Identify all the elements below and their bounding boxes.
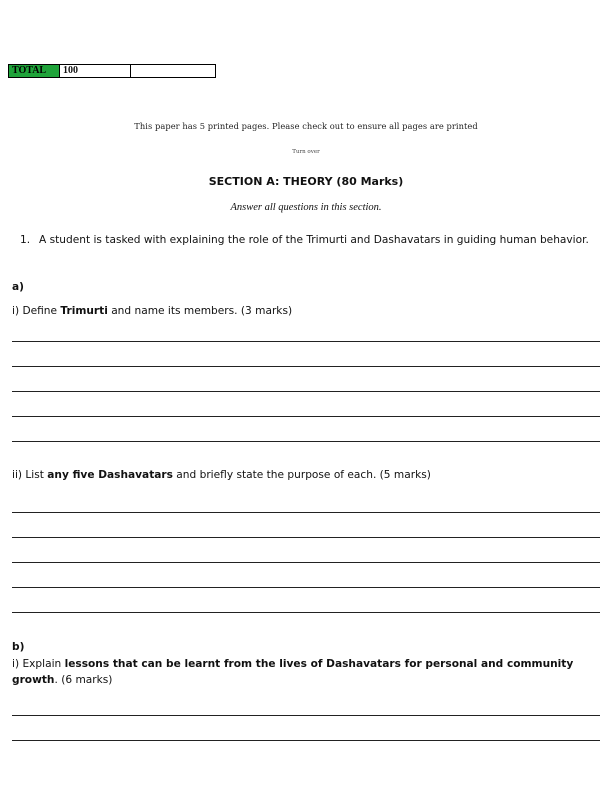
question-a-i <box>12 305 292 317</box>
score-entry-cell[interactable] <box>131 65 216 78</box>
question-a-ii-term: any five Dashavatars <box>47 469 173 481</box>
printed-pages-note: This paper has 5 printed pages. Please check out to ensure all pages are printed <box>134 121 478 131</box>
question-a-i-prefix: i) Define <box>12 305 61 317</box>
question-b-i-prefix: i) Explain <box>12 658 65 670</box>
answer-line-a-ii-5[interactable] <box>12 612 600 613</box>
question-a-ii-prefix: ii) List <box>12 469 48 481</box>
part-b-label: b) <box>12 641 25 653</box>
answer-line-a-i-1[interactable] <box>12 341 600 342</box>
question-b-i <box>12 656 588 688</box>
answer-line-a-ii-2[interactable] <box>12 537 600 538</box>
question-a-i-suffix: and name its members. (3 marks) <box>107 305 293 317</box>
answer-line-a-ii-3[interactable] <box>12 562 600 563</box>
question-a-ii-suffix: and briefly state the purpose of each. (5 marks) <box>172 469 431 481</box>
answer-line-a-ii-4[interactable] <box>12 587 600 588</box>
answer-line-b-i-1[interactable] <box>12 715 600 716</box>
total-score-table <box>8 64 216 78</box>
question-b-i-suffix: . (6 marks) <box>54 674 113 686</box>
answer-line-a-i-4[interactable] <box>12 416 600 417</box>
question-b-i-term: lessons that can be learnt from the lives of Dashavatars for personal and community growth <box>12 658 574 686</box>
total-value: 100 <box>60 65 131 78</box>
answer-line-a-i-2[interactable] <box>12 366 600 367</box>
part-a-label: a) <box>12 281 24 293</box>
question-1-text: A student is tasked with explaining the role of the Trimurti and Dashavatars in guiding human behavior. <box>39 234 589 246</box>
answer-line-b-i-2[interactable] <box>12 740 600 741</box>
section-title: SECTION A: THEORY (80 Marks) <box>208 175 404 188</box>
question-number: 1. <box>20 234 31 246</box>
total-label: TOTAL <box>9 65 60 78</box>
answer-line-a-ii-1[interactable] <box>12 512 600 513</box>
question-a-i-term: Trimurti <box>60 305 108 317</box>
answer-line-a-i-5[interactable] <box>12 441 600 442</box>
answer-line-a-i-3[interactable] <box>12 391 600 392</box>
turn-over-note: Turn over <box>292 149 320 155</box>
question-a-ii <box>12 469 431 481</box>
section-instruction: Answer all questions in this section. <box>230 202 382 213</box>
question-1 <box>20 232 590 248</box>
